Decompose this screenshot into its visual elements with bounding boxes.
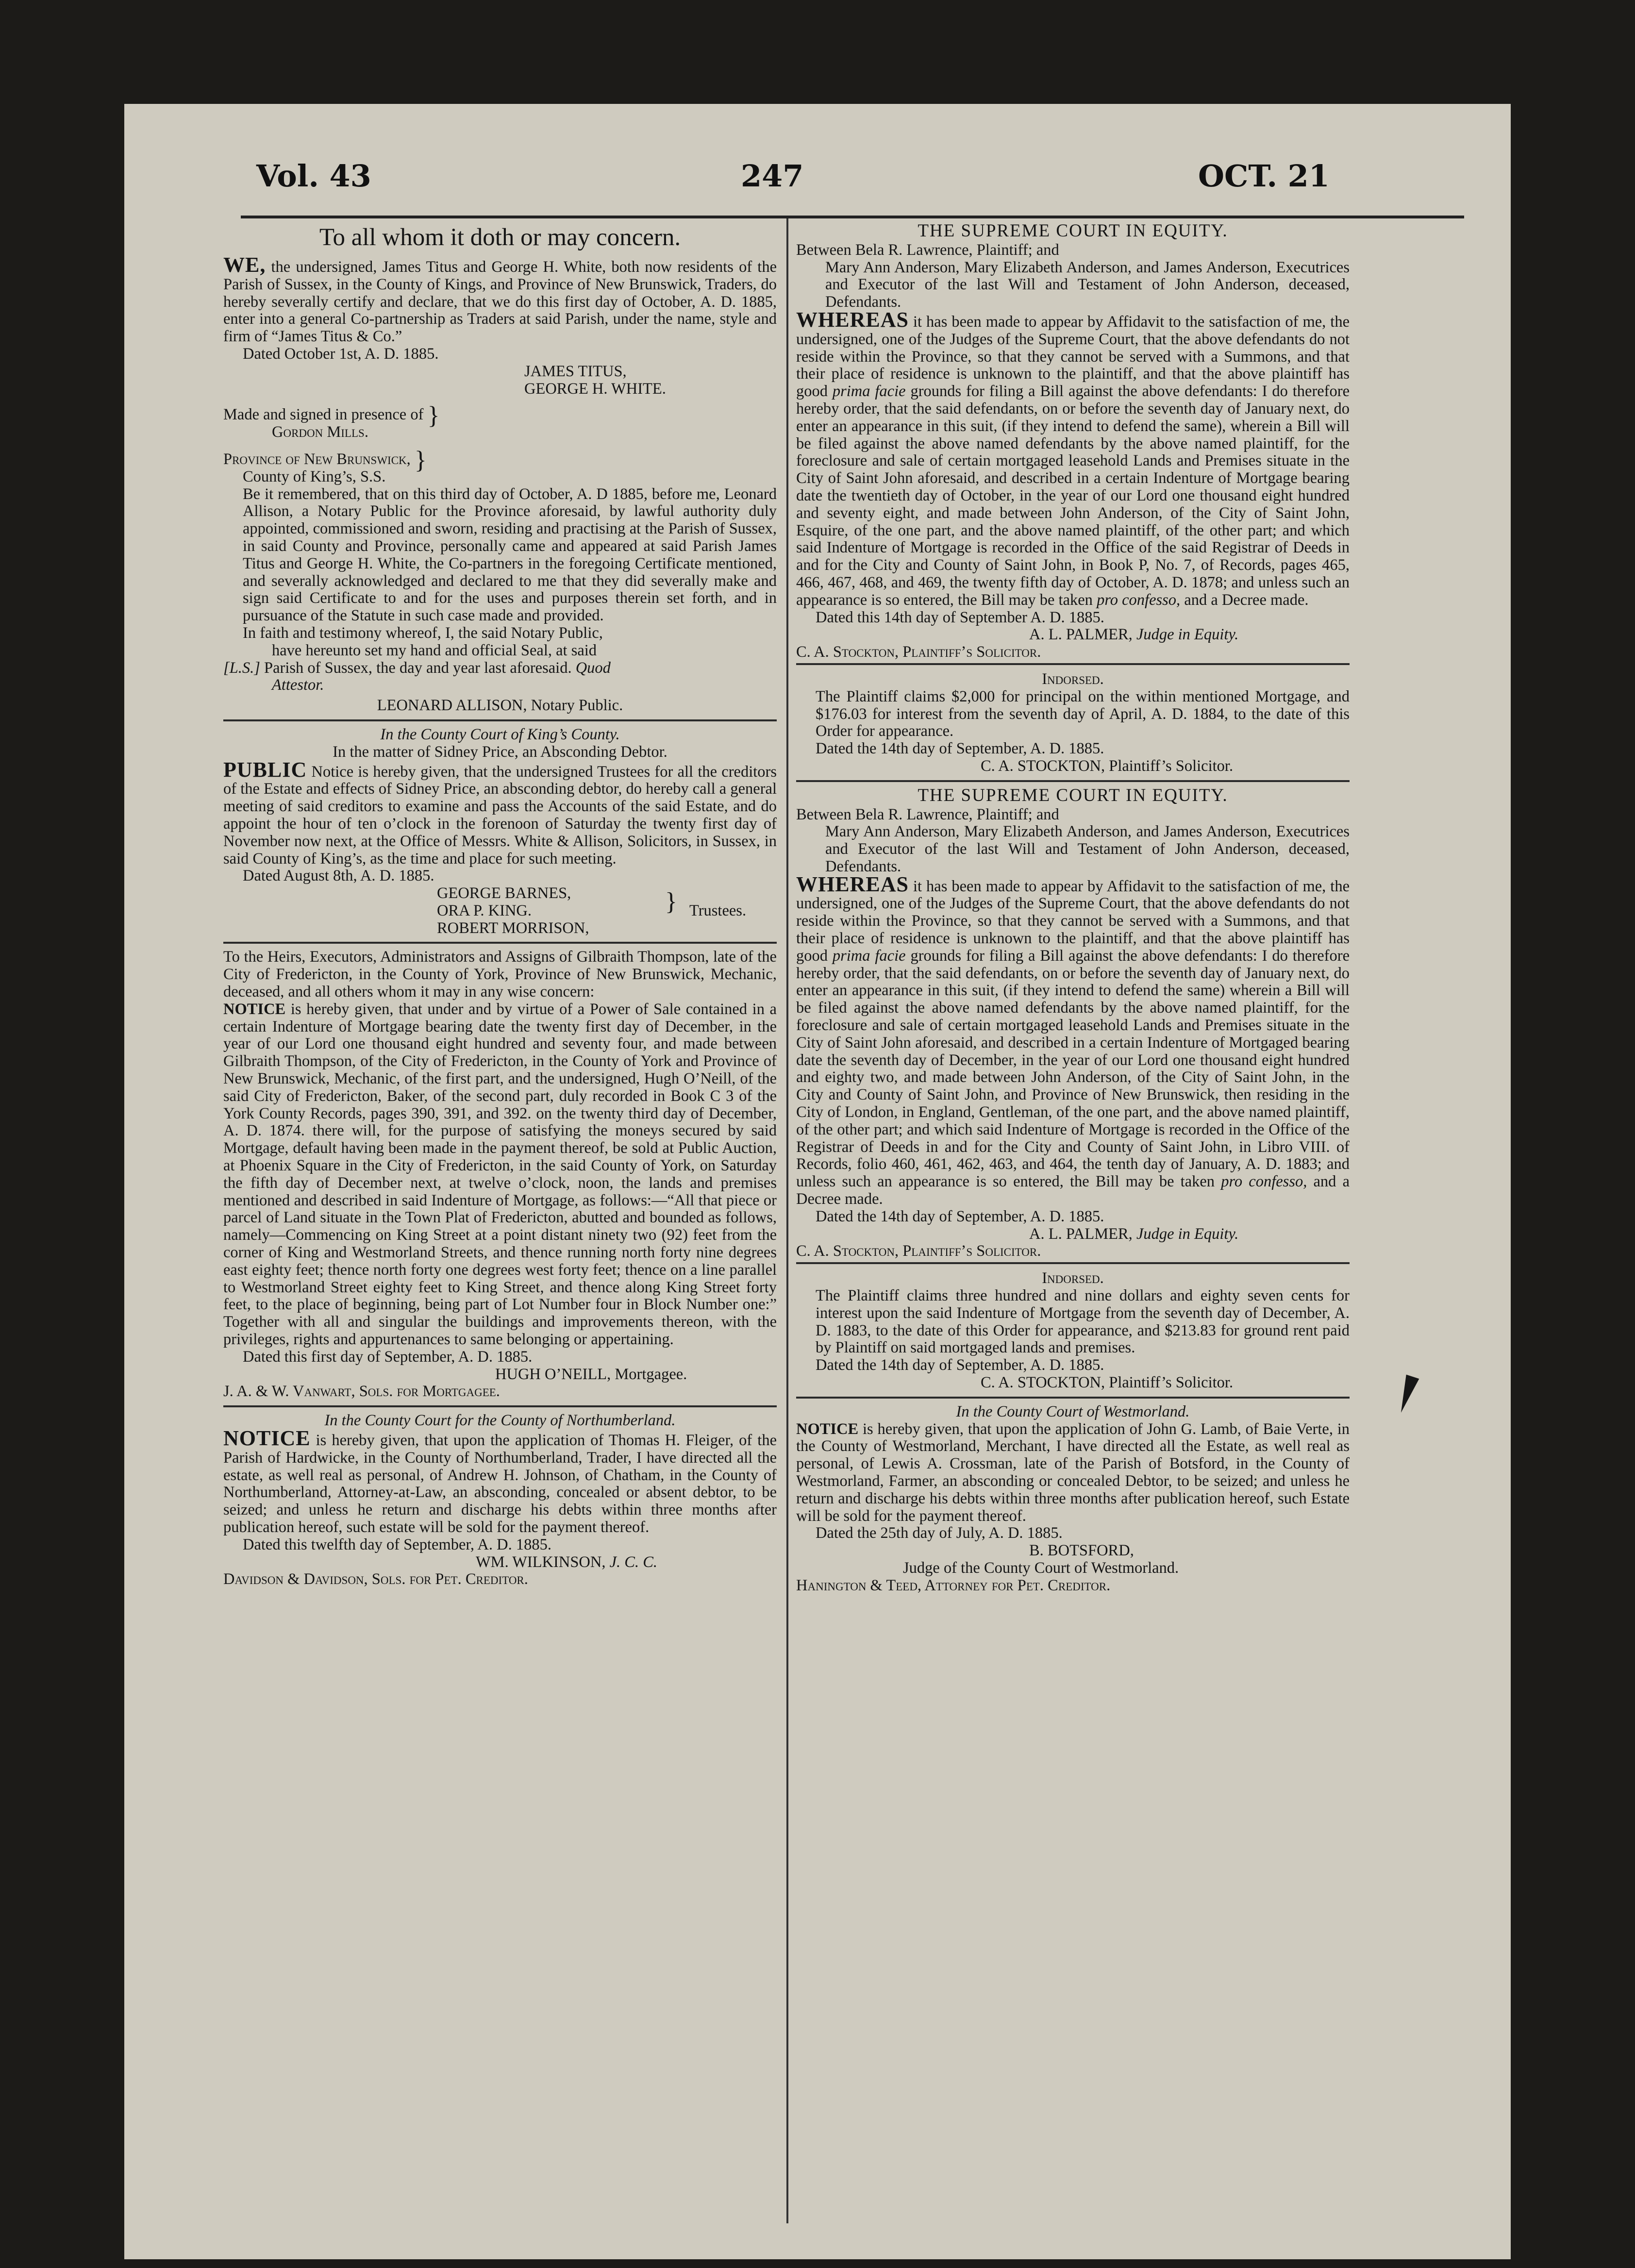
faith-line-2: have hereunto set my hand and official Seal, at said xyxy=(272,641,597,659)
judge-title: Judge in Equity. xyxy=(1136,626,1239,644)
notice-lead-word: WE, xyxy=(223,253,266,277)
court-heading: In the County Court of King’s County. xyxy=(380,725,620,743)
province-line xyxy=(223,446,777,474)
notice-lead-word: NOTICE xyxy=(796,1420,859,1438)
notice-dated: Dated this first day of September, A. D. 1885. xyxy=(243,1348,533,1366)
indorsed-heading: Indorsed. xyxy=(1042,670,1104,688)
faith-line-3 xyxy=(223,660,777,677)
issue-date: OCT. 21 xyxy=(1198,158,1330,194)
order-text: grounds for filing a Bill against the above defendants: I do therefore hereby order, that the said defendants, on or before the seventh day of January next, do enter an appearance in this suit, (if they intend to defend the same), wherein a Bill will be filed against the above named defendants by the above named plaintiff, for the foreclosure and sale of certain mortgaged leasehold Lands and Premises situate in the City of Saint John aforesaid, and described in a certain Indenture of Mortgage bearing date the twentieth day of October, in the year of our Lord one thousand eight hundred and seventy eight, and made between John Anderson, of the City of Saint John, Esquire, of the one part, and the above named plaintiff, of the other part; and which said Indenture of Mortgage is recorded in the Office of the said Registrar of Deeds in and for the City and County of Saint John, in Book P, No. 7, of Records, pages 465, 466, 467, 468, and 469, the twenty fifth day of October, A. D. 1878; and unless such an appearance is so entered, the Bill may be taken xyxy=(796,383,1350,609)
volume-number: Vol. 43 xyxy=(256,158,371,194)
solicitors-line: Davidson & Davidson, Sols. for Pet. Creditor. xyxy=(223,1570,528,1588)
notice-dated: Dated August 8th, A. D. 1885. xyxy=(243,867,434,885)
indorsed-dated: Dated the 14th day of September, A. D. 1885. xyxy=(816,1356,1104,1374)
order-body xyxy=(796,307,1350,609)
trustee-name: GEORGE BARNES, xyxy=(437,884,571,902)
absconding-debtor-notice xyxy=(223,726,777,937)
province-label: Province of New Brunswick, xyxy=(223,450,411,468)
latin-term: pro confesso, xyxy=(1097,591,1181,609)
section-rule xyxy=(223,942,777,944)
court-heading: In the County Court of Westmorland. xyxy=(956,1402,1190,1420)
notice-body xyxy=(223,253,777,346)
section-rule xyxy=(223,719,777,721)
judge-name: A. L. PALMER, xyxy=(1029,1225,1133,1243)
notice-title: To all whom it doth or may concern. xyxy=(319,224,681,251)
solicitor-line: C. A. Stockton, Plaintiff’s Solicitor. xyxy=(796,643,1041,661)
latin-term: prima facie xyxy=(832,947,906,965)
partnership-notice xyxy=(223,223,777,715)
faith-line-1: In faith and testimony whereof, I, the said Notary Public, xyxy=(243,624,603,642)
section-rule xyxy=(796,663,1350,665)
indorsed-dated: Dated the 14th day of September, A. D. 1885. xyxy=(816,740,1104,758)
signer-name: GEORGE H. WHITE. xyxy=(524,380,666,398)
signer-name: JAMES TITUS, xyxy=(524,362,627,380)
section-rule xyxy=(223,1405,777,1407)
gazette-page xyxy=(124,104,1511,2259)
judge-title: J. C. C. xyxy=(609,1553,658,1571)
equity-order-2 xyxy=(796,787,1350,1392)
notice-lead-word: PUBLIC xyxy=(223,757,307,782)
remembered-text: Be it remembered, that on this third day of October, A. D 1885, before me, Leonard Allison, a Notary Public for the Province aforesaid, by lawful authority duly appointed, commissioned and sworn, residing and practising at the Parish of Sussex, in said County and Province, personally came and appeared at said Parish James Titus and George H. White, the Co-partners in the foregoing Certificate mentioned, and severally acknowledged and declared to me that they did severally make and sign said Certificate to and for the uses and purposes therein set forth, and in pursuance of the Statute in such case made and provided. xyxy=(243,485,777,625)
court-title: THE SUPREME COURT IN EQUITY. xyxy=(918,221,1228,241)
court-heading: In the County Court for the County of Northumberland. xyxy=(324,1412,676,1430)
defendants-list: Mary Ann Anderson, Mary Elizabeth Anderson, and James Anderson, Executrices and Executor of the last Will and Testament of John Anderson, deceased, Defendants. xyxy=(825,258,1350,311)
notice-body xyxy=(223,1426,777,1536)
solicitors-line: Hanington & Teed, Attorney for Pet. Creditor. xyxy=(796,1576,1111,1594)
seal-mark: [L.S.] xyxy=(223,659,260,677)
westmorland-notice xyxy=(796,1403,1350,1595)
between-line: Between Bela R. Lawrence, Plaintiff; and xyxy=(796,805,1059,823)
trustee-name: ROBERT MORRISON, xyxy=(437,919,589,937)
brace-glyph: } xyxy=(665,888,677,916)
mortgagee-signature: HUGH O’NEILL, Mortgagee. xyxy=(495,1365,687,1383)
notice-text: is hereby given, that upon the application of Thomas H. Fleiger, of the Parish of Hardwicke, in the County of Northumberland, Trader, I have directed all the estate, as well real as personal, of Andrew H. Johnson, of Chatham, in the County of Northumberland, Attorney-at-Law, an absconding, concealed or absent debtor, to be seized; and unless he return and discharge his debts within three months after publication hereof, such estate will be sold for the payment thereof. xyxy=(223,1432,777,1536)
indorsed-signer: C. A. STOCKTON, Plaintiff’s Solicitor. xyxy=(981,757,1234,775)
section-rule xyxy=(796,1397,1350,1399)
judge-signature xyxy=(1029,626,1350,644)
order-text: it has been made to appear by Affidavit to the satisfaction of me, the undersigned, one of the Judges of the Supreme Court, that the above defendants do not reside within the Province, so that they cannot be served with a Summons, and that their place of residence is unknown to the plaintiff, and that the above plaintiff has good xyxy=(796,877,1350,965)
witness-name: Gordon Mills. xyxy=(272,423,368,441)
indorsed-signer: C. A. STOCKTON, Plaintiff’s Solicitor. xyxy=(981,1374,1234,1391)
indorsed-text: The Plaintiff claims three hundred and nine dollars and eighty seven cents for interest upon the said Indenture of Mortgage from the seventh day of December, A. D. 1883, to the date of this Order for appearance, and $213.83 for ground rent paid by Plaintiff on said mortgaged lands and premises. xyxy=(816,1287,1350,1357)
order-text: and a Decree made. xyxy=(796,1173,1350,1208)
judge-title: Judge of the County Court of Westmorland. xyxy=(903,1559,1179,1577)
column-divider xyxy=(786,218,788,2223)
judge-title: Judge in Equity. xyxy=(1136,1225,1239,1243)
page-header xyxy=(124,104,1511,220)
trustees-label: Trustees. xyxy=(689,902,747,920)
order-text: it has been made to appear by Affidavit to the satisfaction of me, the undersigned, one of the Judges of the Supreme Court, that the above defendants do not reside within the Province, so that they cannot be served with a Summons, and that their place of residence is unknown to the plaintiff, and that the above plaintiff has good xyxy=(796,313,1350,400)
order-dated: Dated this 14th day of September A. D. 1885. xyxy=(816,608,1104,626)
header-rule xyxy=(241,216,1464,218)
notice-body xyxy=(223,1001,777,1349)
judge-signature xyxy=(476,1554,777,1571)
notice-lead-word: NOTICE xyxy=(223,1000,286,1018)
notice-dated: Dated this twelfth day of September, A. D. 1885. xyxy=(243,1535,551,1553)
notice-text: is hereby given, that under and by virtue of a Power of Sale contained in a certain Indenture of Mortgage bearing date the twenty first day of December, in the year of our Lord one thousand eight hundred and seventy four, and made between Gilbraith Thompson, of the City of Fredericton, in the County of York and Province of New Brunswick, Mechanic, of the first part, and the undersigned, Hugh O’Neill, of the said City of Fredericton, Baker, of the second part, duly recorded in Book C 3 of the York County Records, pages 390, 391, and 392. on the twenty third day of December, A. D. 1874. there will, for the purpose of satisfying the moneys secured by said Mortgage, default having been made in the payment thereof, be sold at Public Auction, at Phoenix Square in the City of Fredericton, in the said County of York, on Saturday the fifth day of December next, at twelve o’clock, noon, the lands and premises mentioned and described in said Indenture of Mortgage, as follows:—“All that piece or parcel of Land situate in the Town Plat of Fredericton, abutted and bounded as follows, namely—Commencing on King Street at a point distant ninety two (92) feet from the corner of King and Westmorland Streets, and thence running north forty nine degrees east eighty feet; thence north forty one degrees west forty feet; thence on a line parallel to Westmorland Street eighty feet to King Street, and thence along King Street forty feet, to the place of beginning, being part of Lot Number four in Block Number one:” Together with all and singular the buildings and improvements thereon, with the privileges, rights and appurtenances to same belonging or appertaining. xyxy=(223,1000,777,1349)
solicitor-line: C. A. Stockton, Plaintiff’s Solicitor. xyxy=(796,1242,1041,1260)
notice-body xyxy=(796,1421,1350,1525)
latin-term: prima facie xyxy=(832,383,906,400)
equity-order-1 xyxy=(796,222,1350,775)
order-body xyxy=(796,872,1350,1208)
trustee-name: ORA P. KING. xyxy=(437,901,532,919)
ink-blot-mark xyxy=(1395,1375,1419,1415)
judge-name: WM. WILKINSON, xyxy=(476,1553,606,1571)
brace-glyph: } xyxy=(414,446,427,474)
presence-line xyxy=(223,401,777,430)
latin-term: pro confesso, xyxy=(1221,1173,1307,1191)
solicitors-line: J. A. & W. Vanwart, Sols. for Mortgagee. xyxy=(223,1383,500,1401)
judge-name: B. BOTSFORD, xyxy=(1029,1542,1134,1560)
order-text: grounds for filing a Bill against the above defendants: I do therefore hereby order, that the said defendants, on or before the seventh day of January next, do enter an appearance in this suit, (if they intend to defend the same) wherein a Bill will be filed against the above named defendants by the above named plaintiff, for the foreclosure and sale of certain mortgaged leasehold Lands and Premises situate in the City of Saint John aforesaid, and described in a certain Indenture of Mortgaged bearing date the seventh day of December, in the year of our Lord one thousand eight hundred and eighty two, and made between John Anderson, of the City of Saint John, in the City and County of Saint John, and Province of New Brunswick, then residing in the City of London, in England, Gentleman, of the one part, and the above named plaintiff, of the other part; and which said Indenture of Mortgage is recorded in the Office of the Registrar of Deeds in and for the City and County of Saint John, in Libro VIII. of Records, folio 460, 461, 462, 463, and 464, the tenth day of January, A. D. 1883; and unless such an appearance is so entered, the Bill may be taken xyxy=(796,947,1350,1191)
notice-text: the undersigned, James Titus and George H. White, both now residents of the Parish of Sussex, in the County of Kings, and Province of New Brunswick, Traders, do hereby severally certify and declare, that we do this first day of October, A. D. 1885, enter into a general Co-partnership as Traders at said Parish, under the name, style and firm of “James Titus & Co.” xyxy=(223,258,777,346)
court-title: THE SUPREME COURT IN EQUITY. xyxy=(918,785,1228,805)
indorsed-heading: Indorsed. xyxy=(1042,1269,1104,1287)
notice-dated: Dated October 1st, A. D. 1885. xyxy=(243,345,439,363)
northumberland-notice xyxy=(223,1412,777,1588)
county-line: County of King’s, S.S. xyxy=(243,467,386,485)
judge-signature xyxy=(1029,1226,1350,1243)
notice-address: To the Heirs, Executors, Administrators and Assigns of Gilbraith Thompson, late of the City of Fredericton, in the County of York, Province of New Brunswick, Mechanic, deceased, and all others whom it may in any wise concern: xyxy=(223,948,777,1001)
notice-text: Notice is hereby given, that the undersigned Trustees for all the creditors of the Estate and effects of Sidney Price, an absconding debtor, do hereby call a general meeting of said creditors to examine and pass the Accounts of the said Estate, and do appoint the hour of ten o’clock in the forenoon of Saturday the twenty first day of November now next, at the Office of Messrs. White & Allison, Solicitors, in Sussex, in said County of King’s, as the time and place for such meeting. xyxy=(223,763,777,867)
matter-line: In the matter of Sidney Price, an Absconding Debtor. xyxy=(333,743,667,761)
page-number: 247 xyxy=(741,158,804,194)
trustees-block xyxy=(437,885,777,937)
order-text: and a Decree made. xyxy=(1184,591,1309,609)
notice-lead-word: NOTICE xyxy=(223,1426,311,1450)
attestor-text: Attestor. xyxy=(272,676,324,694)
order-lead-word: WHEREAS xyxy=(796,307,909,332)
right-column xyxy=(796,222,1350,1595)
notice-text: is hereby given, that upon the application of John G. Lamb, of Baie Verte, in the County of Westmorland, Merchant, I have directed all the Estate, as well real as personal, of Lewis A. Crossman, late of the Parish of Botsford, in the County of Westmorland, Farmer, an absconding or concealed Debtor, to be seized; and unless he return and discharge his debts within three months after publication hereof, such Estate will be sold for the payment thereof. xyxy=(796,1420,1350,1525)
mortgage-sale-notice xyxy=(223,949,777,1401)
section-rule xyxy=(796,1262,1350,1264)
notice-body xyxy=(223,757,777,868)
presence-label: Made and signed in presence of xyxy=(223,406,424,424)
section-rule xyxy=(796,780,1350,782)
defendants-list: Mary Ann Anderson, Mary Elizabeth Anderson, and James Anderson, Executrices and Executor of the last Will and Testament of John Anderson, deceased, Defendants. xyxy=(825,823,1350,875)
left-column xyxy=(223,222,777,1588)
between-line: Between Bela R. Lawrence, Plaintiff; and xyxy=(796,241,1059,259)
brace-glyph: } xyxy=(427,401,440,430)
faith-text: Parish of Sussex, the day and year last aforesaid. xyxy=(264,659,572,677)
order-lead-word: WHEREAS xyxy=(796,872,909,896)
order-dated: Dated the 14th day of September, A. D. 1885. xyxy=(816,1207,1104,1225)
notary-signature: LEONARD ALLISON, Notary Public. xyxy=(377,697,623,715)
notice-dated: Dated the 25th day of July, A. D. 1885. xyxy=(816,1524,1063,1542)
judge-name: A. L. PALMER, xyxy=(1029,626,1133,644)
indorsed-text: The Plaintiff claims $2,000 for principal on the within mentioned Mortgage, and $176.03 for interest from the seventh day of April, A. D. 1884, to the date of this Order for appearance. xyxy=(816,687,1350,740)
quod-text: Quod xyxy=(575,659,611,677)
